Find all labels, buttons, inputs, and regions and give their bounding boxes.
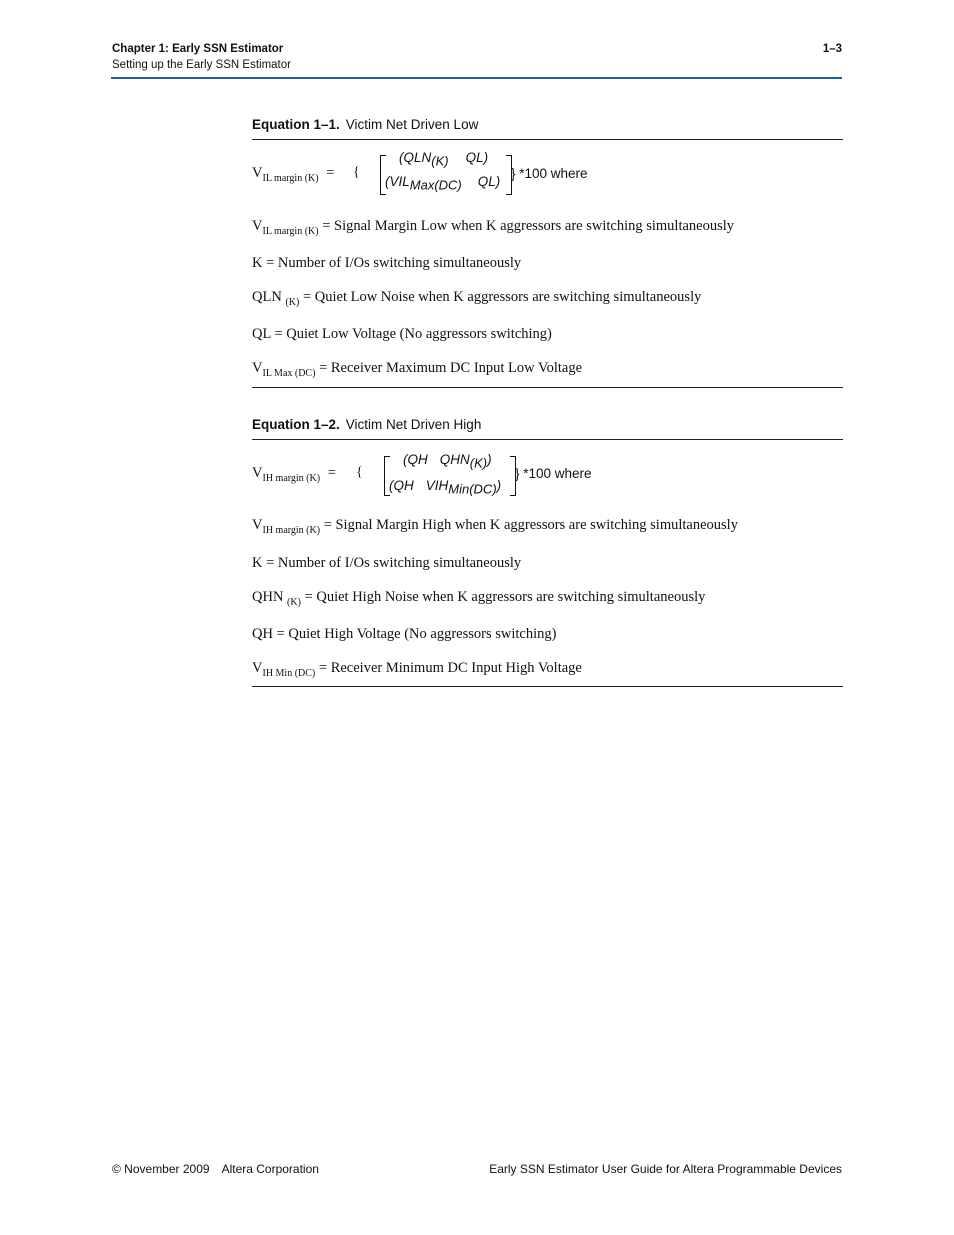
equation-1-definition-1: $V_{IL margin (K)}$ = Signal Margin Low when K aggressors are switching simultaneously	[252, 218, 735, 237]
equation-1-label: Equation 1–1.	[252, 117, 340, 132]
equation-2-definition-3: QHN $_{(K)}$ = Quiet High Noise when K aggressors are switching simultaneously	[252, 589, 706, 608]
equation-2-matrix-row-1: (QH $QHN_{(K)}$)	[403, 452, 492, 471]
equation-1-definition-2: K = Number of I/Os switching simultaneously	[252, 255, 522, 271]
equation-2-title: Victim Net Driven High	[345, 417, 482, 432]
equation-2-definition-1: $V_{IH margin (K)}$ = Signal Margin High when K aggressors are switching simultaneously	[252, 517, 738, 536]
footer-left	[112, 1162, 319, 1176]
equation-1-bottom-rule	[252, 387, 843, 388]
equation-2-definition-2: K = Number of I/Os switching simultaneously	[252, 555, 522, 571]
footer-copyright: © November 2009	[112, 1162, 210, 1176]
equation-2-bottom-rule	[252, 686, 843, 687]
equation-2-definition-4: QH = Quiet High Voltage (No aggressors switching)	[252, 626, 557, 642]
page-number: 1–3	[822, 43, 842, 55]
equation-1-open-brace: {	[353, 165, 360, 180]
equation-2-label: Equation 1–2.	[252, 417, 340, 432]
equation-2-lhs: $V_{IH margin (K)}$ =	[252, 465, 336, 484]
footer-company: Altera Corporation	[221, 1162, 319, 1176]
equation-2-definition-5: $V_{IH Min (DC)}$ = Receiver Minimum DC Input High Voltage	[252, 660, 582, 679]
equation-2-tail: } *100 where	[515, 466, 592, 481]
equation-1-tail: } *100 where	[511, 166, 588, 181]
equation-1-definition-5: $V_{IL Max (DC)}$ = Receiver Maximum DC Input Low Voltage	[252, 360, 583, 379]
equation-1-caption	[252, 117, 478, 132]
equation-2-top-rule	[252, 439, 843, 440]
section-title: Setting up the Early SSN Estimator	[112, 59, 291, 71]
equation-1-matrix-row-2: ($VIL_{Max(DC)}$ QL)	[385, 174, 501, 193]
footer-doc-title: Early SSN Estimator User Guide for Altera Programmable Devices	[489, 1162, 842, 1176]
equation-2-matrix-row-2: (QH $VIH_{Min(DC)}$)	[389, 478, 502, 497]
chapter-title: Chapter 1: Early SSN Estimator	[112, 43, 284, 55]
equation-1-definition-4: QL = Quiet Low Voltage (No aggressors switching)	[252, 326, 552, 342]
equation-1-title: Victim Net Driven Low	[345, 117, 479, 132]
equation-2-open-brace: {	[356, 465, 363, 480]
equation-1-definition-3: QLN $_{(K)}$ = Quiet Low Noise when K aggressors are switching simultaneously	[252, 289, 702, 308]
equation-1-matrix-row-1: ($QLN_{(K)}$ QL)	[399, 150, 489, 169]
equation-1-lhs: $V_{IL margin (K)}$ =	[252, 165, 335, 184]
equation-1-top-rule	[252, 139, 843, 140]
header-rule	[111, 77, 842, 79]
equation-2-caption	[252, 417, 481, 432]
